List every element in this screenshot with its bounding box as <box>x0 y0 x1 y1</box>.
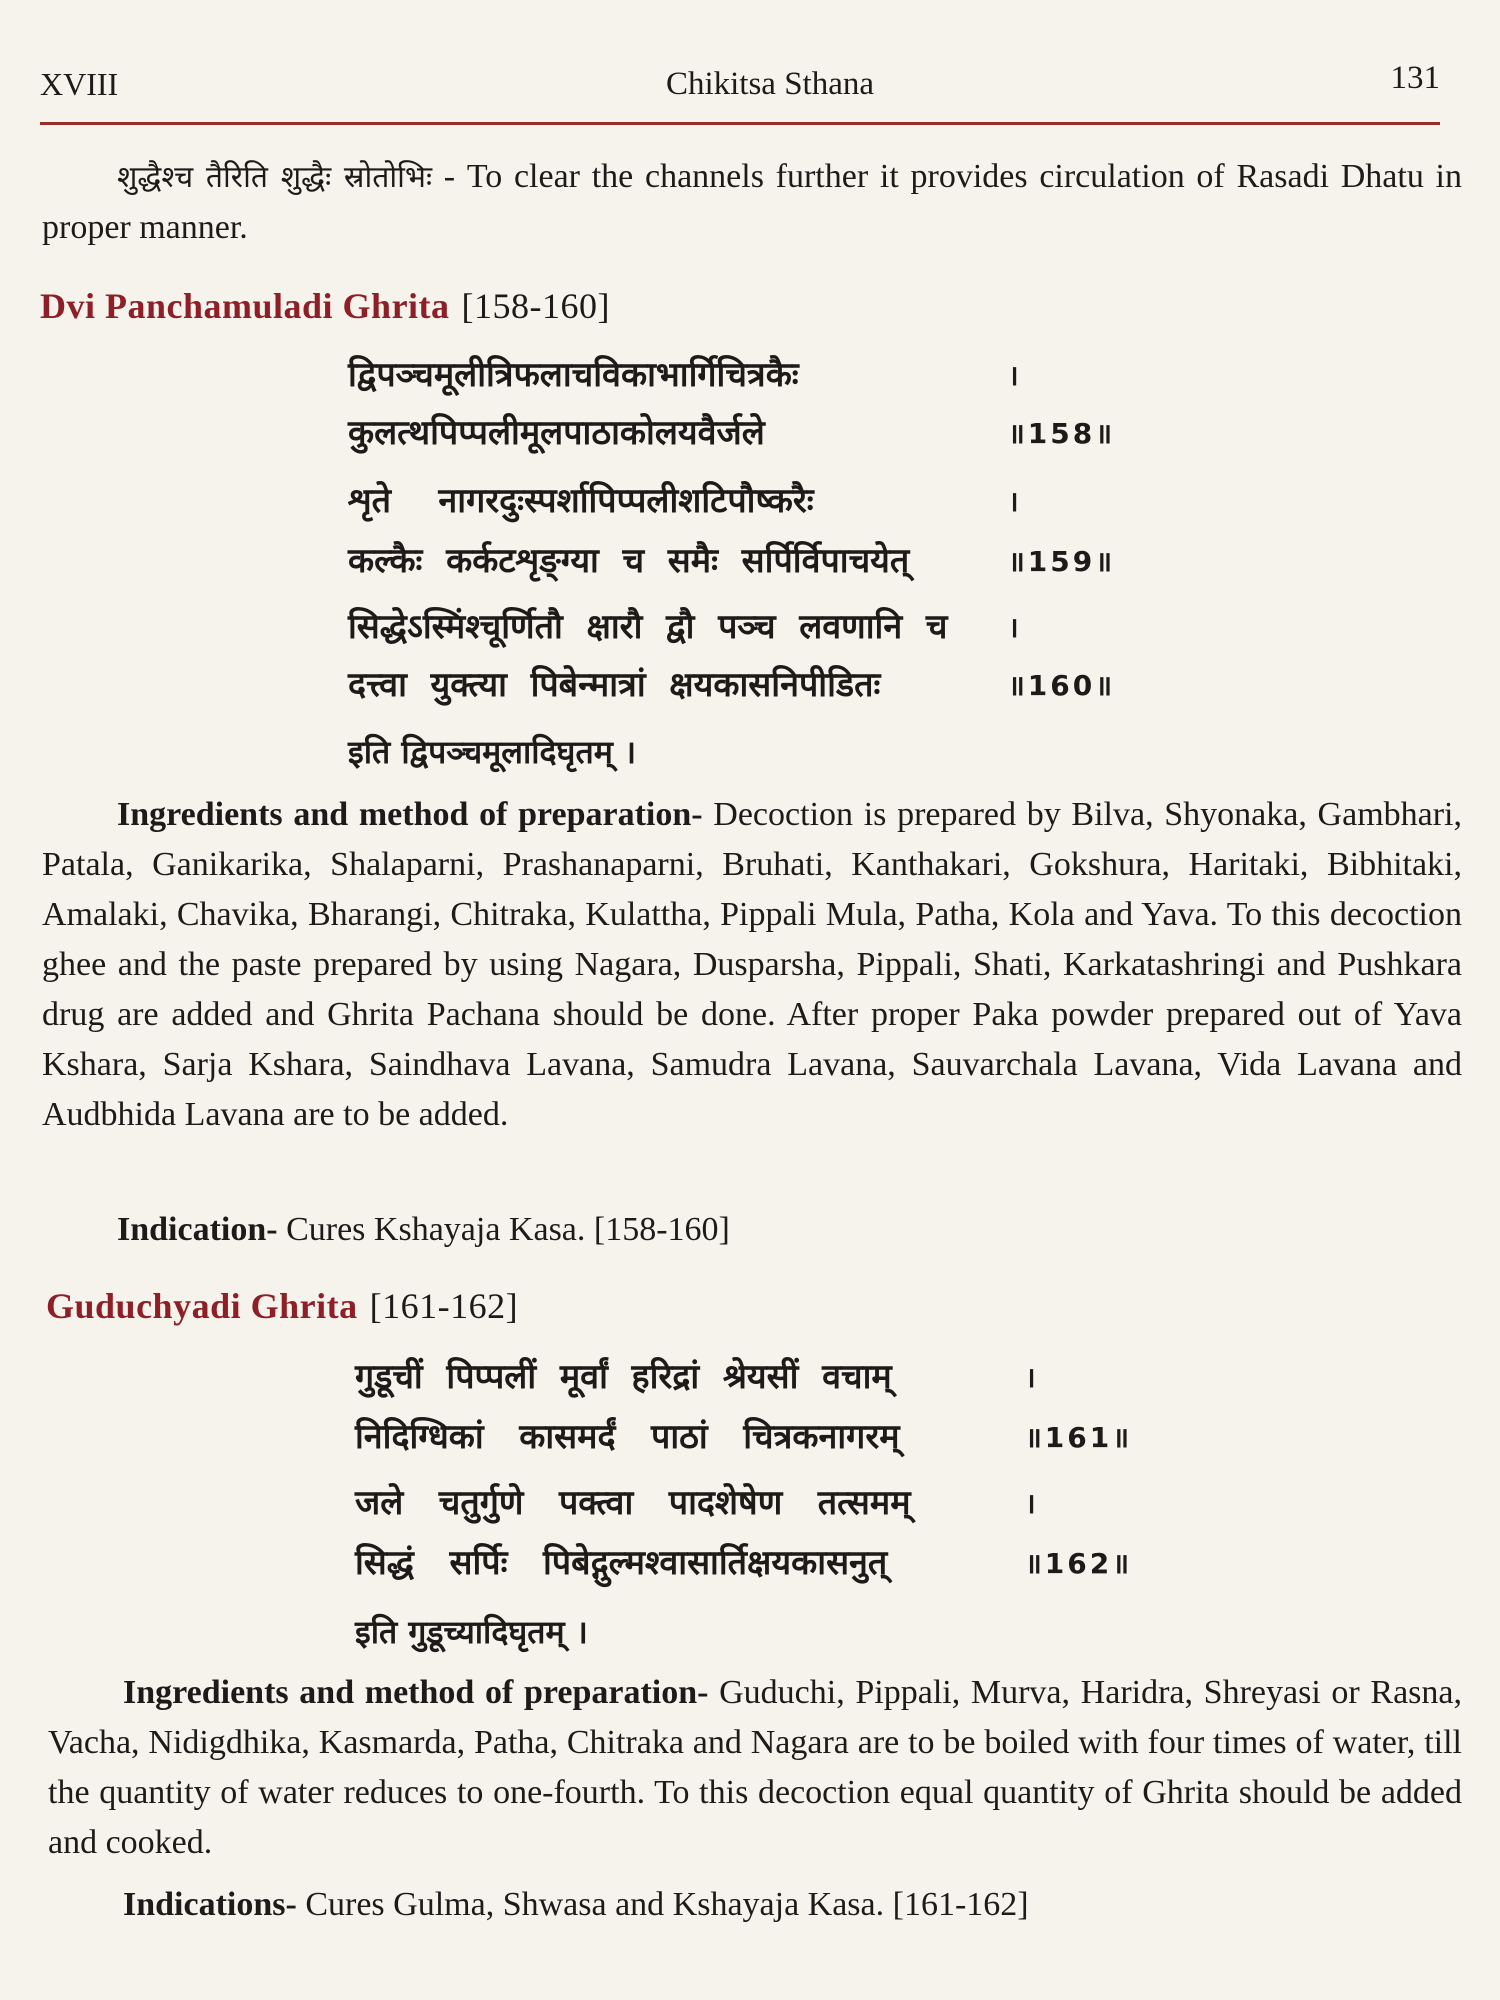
ingredients-label: Ingredients and method of preparation- <box>117 796 703 833</box>
indication-label: Indication- <box>117 1211 278 1248</box>
ingredients-paragraph <box>48 1668 1462 1868</box>
chapter-title: Chikitsa Sthana <box>665 66 875 102</box>
verse-line: जले चतुर्गुणे पक्त्वा पादशेषेण तत्समम् <box>355 1483 911 1523</box>
section-range: [161-162] <box>369 1286 519 1326</box>
section-title <box>46 1285 518 1327</box>
intro-paragraph <box>42 152 1462 253</box>
verse-line: द्विपञ्चमूलीत्रिफलाचविकाभार्गिचित्रकैः <box>348 355 799 395</box>
section-title-text: Guduchyadi Ghrita <box>46 1286 358 1326</box>
verse-number: । <box>1008 485 1022 518</box>
intro-sanskrit: शुद्धैश्च तैरिति शुद्धैः स्रोतोभिः <box>117 160 433 195</box>
indication-text: Cures Kshayaja Kasa. [158-160] <box>277 1211 730 1248</box>
ingredients-paragraph <box>42 790 1462 1140</box>
verse-line: कल्कैः कर्कटशृङ्ग्या च समैः सर्पिर्विपाचयेत् <box>348 541 910 581</box>
section-title <box>40 285 610 327</box>
verse-number: ॥160॥ <box>1008 669 1115 702</box>
colophon: इति द्विपञ्चमूलादिघृतम् । <box>348 733 637 771</box>
verse-line: दत्त्वा युक्त्या पिबेन्मात्रां क्षयकासनिपीडितः <box>348 665 881 705</box>
indication-paragraph <box>42 1205 1462 1255</box>
indication-label: Indications- <box>123 1886 297 1923</box>
ingredients-text: Guduchi, Pippali, Murva, Haridra, Shreyasi or Rasna, Vacha, Nidigdhika, Kasmarda, Patha, Chitraka and Nagara are to be boiled with four times of water, till the quantity of water reduces to one-fourth. To this decoction equal quantity of Ghrita should be added and cooked. <box>48 1674 1463 1861</box>
verse-line: सिद्धेऽस्मिंश्चूर्णितौ क्षारौ द्वौ पञ्च लवणानि च <box>348 607 948 647</box>
chapter-number: XVIII <box>40 66 119 102</box>
page-header <box>40 60 1440 125</box>
intro-english: - To clear the channels further it provides circulation of Rasadi Dhatu in proper manner. <box>42 158 1463 246</box>
verse-line: सिद्धं सर्पिः पिबेद्गुल्मश्वासार्तिक्षयकासनुत् <box>355 1543 888 1583</box>
verse-line: शृते नागरदुःस्पर्शापिप्पलीशटिपौष्करैः <box>348 481 814 521</box>
verse-number: ॥161॥ <box>1025 1421 1132 1454</box>
verse-number: । <box>1025 1487 1039 1520</box>
verse-number: ॥158॥ <box>1008 417 1115 450</box>
section-range: [158-160] <box>461 286 611 326</box>
verse-line: निदिग्धिकां कासमर्दं पाठां चित्रकनागरम् <box>355 1417 900 1457</box>
verse-number: । <box>1008 359 1022 392</box>
indication-text: Cures Gulma, Shwasa and Kshayaja Kasa. [161-162] <box>296 1886 1029 1923</box>
colophon: इति गुडूच्यादिघृतम् । <box>355 1613 588 1651</box>
verse-number: । <box>1008 611 1022 644</box>
indication-paragraph <box>48 1880 1462 1930</box>
verse-line: गुडूचीं पिप्पलीं मूर्वां हरिद्रां श्रेयसीं वचाम् <box>355 1357 892 1397</box>
page-number: 131 <box>1390 60 1440 96</box>
verse-number: । <box>1025 1361 1039 1394</box>
verse-number: ॥162॥ <box>1025 1547 1132 1580</box>
verse-number: ॥159॥ <box>1008 545 1115 578</box>
ingredients-text: Decoction is prepared by Bilva, Shyonaka, Gambhari, Patala, Ganikarika, Shalaparni, Prashanaparni, Bruhati, Kanthakari, Gokshura, Haritaki, Bibhitaki, Amalaki, Chavika, Bharangi, Chitraka, Kulattha, Pippali Mula, Patha, Kola and Yava. To this decoction ghee and the paste prepared by using Nagara, Dusparsha, Pippali, Shati, Karkatashringi and Pushkara drug are added and Ghrita Pachana should be done. After proper Paka powder prepared out of Yava Kshara, Sarja Kshara, Saindhava Lavana, Samudra Lavana, Sauvarchala Lavana, Vida Lavana and Audbhida Lavana are to be added. <box>42 796 1463 1133</box>
verse-line: कुलत्थपिप्पलीमूलपाठाकोलयवैर्जले <box>348 413 765 453</box>
section-title-text: Dvi Panchamuladi Ghrita <box>40 286 450 326</box>
ingredients-label: Ingredients and method of preparation- <box>123 1674 709 1711</box>
